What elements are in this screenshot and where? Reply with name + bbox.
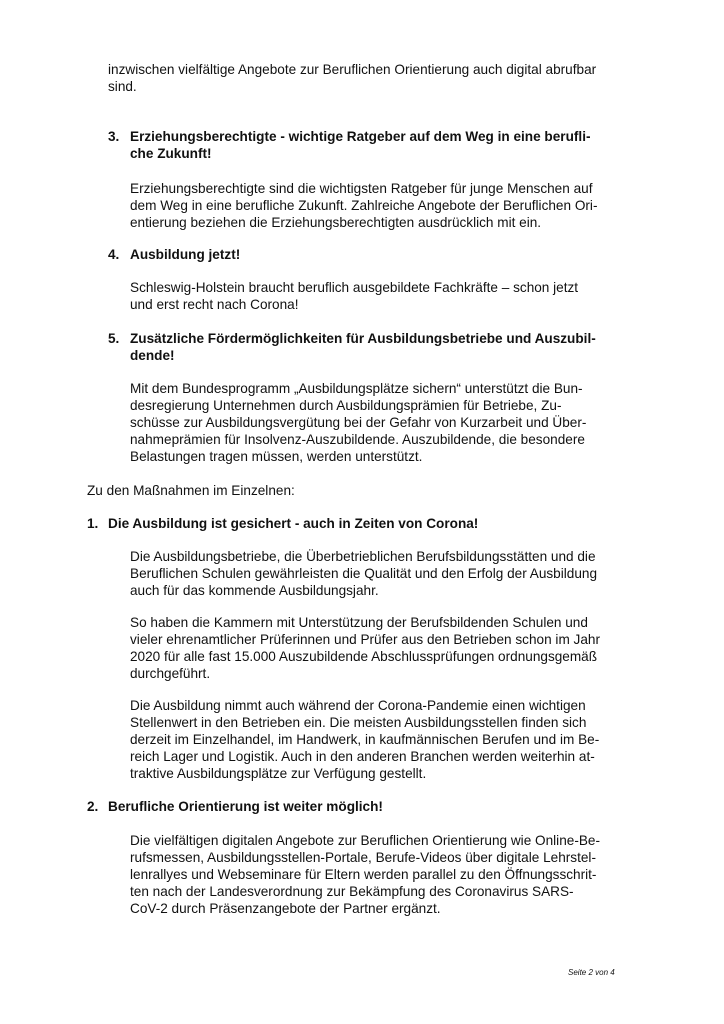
text-line: durchgeführt. [130,666,211,681]
text-line: Schleswig-Holstein braucht beruflich ausgebildete Fachkräfte – schon jetzt [130,280,579,295]
text-line: derzeit im Einzelhandel, im Handwerk, in kaufmännischen Berufen und im Be- [130,732,600,747]
measure-heading [108,798,383,815]
list-number: 5. [108,331,120,346]
heading-line: dende! [130,348,175,363]
point-body [130,380,586,465]
measure-heading [108,515,478,532]
text-line: entierung beziehen die Erziehungsberechtigten ausdrücklich mit ein. [130,215,542,230]
list-number: 3. [108,129,120,144]
text-line: Erziehungsberechtigte sind die wichtigsten Ratgeber für junge Menschen auf [130,181,593,196]
heading-line: che Zukunft! [130,146,212,161]
text-line: traktive Ausbildungsplätze zur Verfügung gestellt. [130,766,427,781]
intro-paragraph [108,61,596,95]
measure-paragraph [130,614,600,682]
heading-line: Berufliche Orientierung ist weiter möglich! [108,799,383,814]
measures-intro [87,482,295,499]
text-line: CoV-2 durch Präsenzangebote der Partner ergänzt. [130,901,441,916]
page-number: Seite 2 von 4 [568,968,615,977]
point-body [130,180,597,231]
text-line: So haben die Kammern mit Unterstützung der Berufsbildenden Schulen und [130,615,588,630]
text-line: schüsse zur Ausbildungsvergütung bei der Gefahr von Kurzarbeit und Über- [130,415,587,430]
text-line: Belastungen tragen müssen, werden unterstützt. [130,449,423,464]
text-line: reich Lager und Logistik. Auch in den anderen Branchen werden weiterhin at- [130,749,595,764]
text-line: sind. [108,79,137,94]
point-heading [130,330,596,364]
heading-line: Ausbildung jetzt! [130,247,241,262]
measure-paragraph [130,548,597,599]
text-line: und erst recht nach Corona! [130,297,299,312]
text-line: 2020 für alle fast 15.000 Auszubildende Abschlussprüfungen ordnungsgemäß [130,649,598,664]
text-line: Mit dem Bundesprogramm „Ausbildungsplätze sichern“ unterstützt die Bun- [130,381,583,396]
list-number: 2. [87,799,99,814]
text-line: Die vielfältigen digitalen Angebote zur Beruflichen Orientierung wie Online-Be- [130,833,601,848]
text-line: vieler ehrenamtlicher Prüferinnen und Prüfer aus den Betrieben schon im Jahr [130,632,600,647]
text-line: Die Ausbildungsbetriebe, die Überbetrieblichen Berufsbildungsstätten und die [130,549,596,564]
measure-paragraph [130,832,600,917]
text-line: Stellenwert in den Betrieben ein. Die meisten Ausbildungsstellen finden sich [130,715,587,730]
text-line: lenrallyes und Webseminare für Eltern werden parallel zu den Öffnungsschrit- [130,867,597,882]
text-line: Beruflichen Schulen gewährleisten die Qualität und den Erfolg der Ausbildung [130,566,598,581]
text-line: desregierung Unternehmen durch Ausbildungsprämien für Betriebe, Zu- [130,398,562,413]
heading-line: Erziehungsberechtigte - wichtige Ratgeber auf dem Weg in eine berufli- [130,129,591,144]
measure-paragraph [130,697,599,782]
list-number: 4. [108,247,120,262]
point-body [130,279,578,313]
point-heading [130,128,591,162]
text-line: auch für das kommende Ausbildungsjahr. [130,583,379,598]
point-heading [130,246,240,263]
list-number: 1. [87,516,99,531]
text-line: dem Weg in eine berufliche Zukunft. Zahlreiche Angebote der Beruflichen Ori- [130,198,598,213]
heading-line: Zusätzliche Fördermöglichkeiten für Ausbildungsbetriebe und Auszubil- [130,331,596,346]
text-line: Die Ausbildung nimmt auch während der Corona-Pandemie einen wichtigen [130,698,586,713]
text-line: rufsmessen, Ausbildungsstellen-Portale, Berufe-Videos über digitale Lehrstel- [130,850,596,865]
heading-line: Die Ausbildung ist gesichert - auch in Zeiten von Corona! [108,516,479,531]
text-line: inzwischen vielfältige Angebote zur Beruflichen Orientierung auch digital abrufbar [108,62,597,77]
text-line: ten nach der Landesverordnung zur Bekämpfung des Coronavirus SARS- [130,884,574,899]
text-line: nahmeprämien für Insolvenz-Auszubildende. Auszubildende, die besondere [130,432,585,447]
text-line: Zu den Maßnahmen im Einzelnen: [87,483,295,498]
